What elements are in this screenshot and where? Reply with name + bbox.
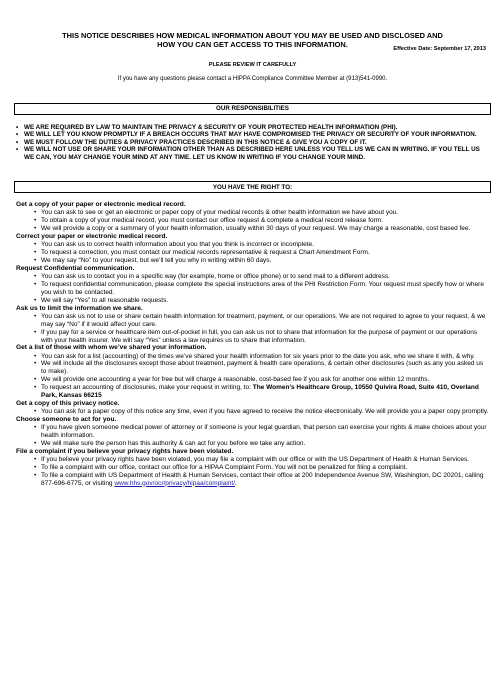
rights-item: • We will say “Yes” to all reasonable requests.: [34, 297, 489, 305]
rights-heading-limit-sharing: Ask us to limit the information we share.: [16, 304, 143, 312]
contact-line: If you have any questions please contact a HIPPA Compliance Committee Member at (913)541-0990.: [117, 76, 388, 83]
rights-item: • If you have given someone medical power of attorney or if someone is your legal guardian, that person can exercise your rights & make choices about your health information.: [34, 424, 489, 440]
rights-list: [16, 424, 489, 448]
rights-item: [34, 384, 489, 400]
rights-item: • You can ask us to contact you in a specific way (for example, home or office phone) or to send mail to a different address.: [34, 273, 489, 281]
rights-item: • You can ask us to correct health information about you that you think is incorrect or incomplete.: [34, 241, 489, 249]
rights-heading-disclosure-list: Get a list of those with whom we’ve shared your information.: [16, 344, 207, 352]
rights-heading-privacy-notice-copy: Get a copy of this privacy notice.: [16, 400, 120, 408]
hhs-complaint-text: To file a complaint with US Department of Health & Human Services, contact their office at 200 Independence Avenue SW, Washington, DC 20201, calling 877-696-6775, or visiting: [41, 471, 484, 487]
rights-item: • We will provide a copy or a summary of your health information, usually within 30 days of your request. We may charge a reasonable, cost based fee.: [34, 225, 489, 233]
effective-date: Effective Date: September 17, 2013: [393, 46, 486, 52]
hhs-complaint-suffix: .: [235, 479, 237, 487]
accounting-request-text: To request an accounting of disclosures, make your request in writing, to:: [41, 384, 253, 392]
rights-item: • If you believe your privacy rights have been violated, you may file a complaint with our office or with the US Department of Health & Human Services.: [34, 456, 489, 464]
office-address: The Women’s Healthcare Group, 10550 Quivira Road, Suite 410, Overland Park, Kansas 66215: [41, 384, 479, 400]
rights-item: • To obtain a copy of your medical record, you must contact our office request & complete a medical record release form.: [34, 217, 489, 225]
privacy-notice-page: [0, 32, 500, 679]
rights-item: • We will provide one accounting a year for free but will charge a reasonable, cost-based fee if you ask for another one within 12 months.: [34, 376, 489, 384]
rights-item: • We may say “No” to your request, but we’ll tell you why in writing within 60 days.: [34, 257, 489, 265]
responsibility-item: • WE ARE REQUIRED BY LAW TO MAINTAIN THE PRIVACY & SECURITY OF YOUR PROTECTED HEALTH INFORMATION (PHI).: [16, 124, 489, 132]
responsibilities-list: [16, 124, 489, 162]
rights-list: [16, 408, 489, 416]
rights-list: [16, 353, 489, 401]
rights-item: • To request confidential communication, please complete the special instructions area of the PHI Restriction Form. Your request must specify how or where you wish to be contacted.: [34, 281, 489, 297]
rights-heading-copy-record: Get a copy of your paper or electronic medical record.: [16, 201, 186, 209]
rights-list: [16, 456, 489, 488]
responsibilities-header: OUR RESPONSIBILITIES: [14, 103, 491, 115]
rights-item: • To file a complaint with our office, contact our office for a HIPAA Complaint Form. You will not be penalized for filing a complaint.: [34, 464, 489, 472]
rights-list: [16, 313, 489, 345]
notice-title-line-1: THIS NOTICE DESCRIBES HOW MEDICAL INFORMATION ABOUT YOU MAY BE USED AND DISCLOSED AND: [62, 31, 443, 40]
responsibility-item: • WE WILL LET YOU KNOW PROMPTLY IF A BREACH OCCURS THAT MAY HAVE COMPROMISED THE PRIVACY OR SECURITY OF YOUR INFORMATION.: [16, 131, 489, 139]
rights-heading-file-complaint: File a complaint if you believe your privacy rights have been violated.: [16, 447, 234, 455]
rights-item: • We will include all the disclosures except those about treatment, payment & health care operations, & certain other disclosures (such as any you asked us to make).: [34, 360, 489, 376]
notice-title-line-2: HOW YOU CAN GET ACCESS TO THIS INFORMATION.: [157, 39, 348, 49]
rights-heading-choose-representative: Choose someone to act for you.: [16, 416, 117, 423]
rights-heading-correct-record: Correct your paper or electronic medical record.: [16, 233, 168, 241]
hhs-complaint-link[interactable]: www.hhs.gov/ocr/privacy/hipaa/complaint/: [114, 479, 236, 487]
responsibility-item: • WE MUST FOLLOW THE DUTIES & PRIVACY PRACTICES DESCRIBED IN THIS NOTICE & GIVE YOU A COPY OF IT.: [16, 139, 489, 147]
rights-list: [16, 241, 489, 265]
rights-item: • You can ask for a paper copy of this notice any time, even if you have agreed to receive the notice electronically. We will provide you a paper copy promptly.: [34, 408, 489, 416]
rights-header: YOU HAVE THE RIGHT TO:: [14, 181, 491, 193]
rights-item: [34, 472, 489, 488]
rights-heading-confidential: Request Confidential communication.: [16, 265, 135, 273]
rights-list: [16, 209, 489, 233]
rights-item: • We will make sure the person has this authority & can act for you before we take any action.: [34, 440, 489, 448]
rights-item: • If you pay for a service or healthcare item out-of-pocket in full, you can ask us not to share that information for the purpose of payment or our operations with your health insurer. We will say “Yes” unless a law requires us to share that information.: [34, 329, 489, 345]
responsibility-item: • WE WILL NOT USE OR SHARE YOUR INFORMATION OTHER THAN AS DESCRIBED HERE UNLESS YOU TELL US WE CAN IN WRITING. IF YOU TELL US WE CAN, YOU MAY CHANGE YOUR MIND AT ANY TIME. LET US KNOW IN WRITING IF YOU CHANGE YOUR MIND.: [16, 146, 489, 161]
rights-item: • To request a correction, you must contact our medical records representative & request a Chart Amendment Form.: [34, 249, 489, 257]
rights-item: • You can ask for a list (accounting) of the times we’ve shared your health information for six years prior to the date you ask, who we share it with, & why.: [34, 353, 489, 361]
rights-item: • You can ask to see or get an electronic or paper copy of your medical records & other health information we have about you.: [34, 209, 489, 217]
review-notice: PLEASE REVIEW IT CAREFULLY: [208, 62, 297, 69]
rights-item: • You can ask us not to use or share certain health information for treatment, payment, or our operations. We are not required to agree to your request, & we may say “No” if it would affect your care.: [34, 313, 489, 329]
rights-body: [16, 201, 489, 487]
rights-list: [16, 273, 489, 305]
